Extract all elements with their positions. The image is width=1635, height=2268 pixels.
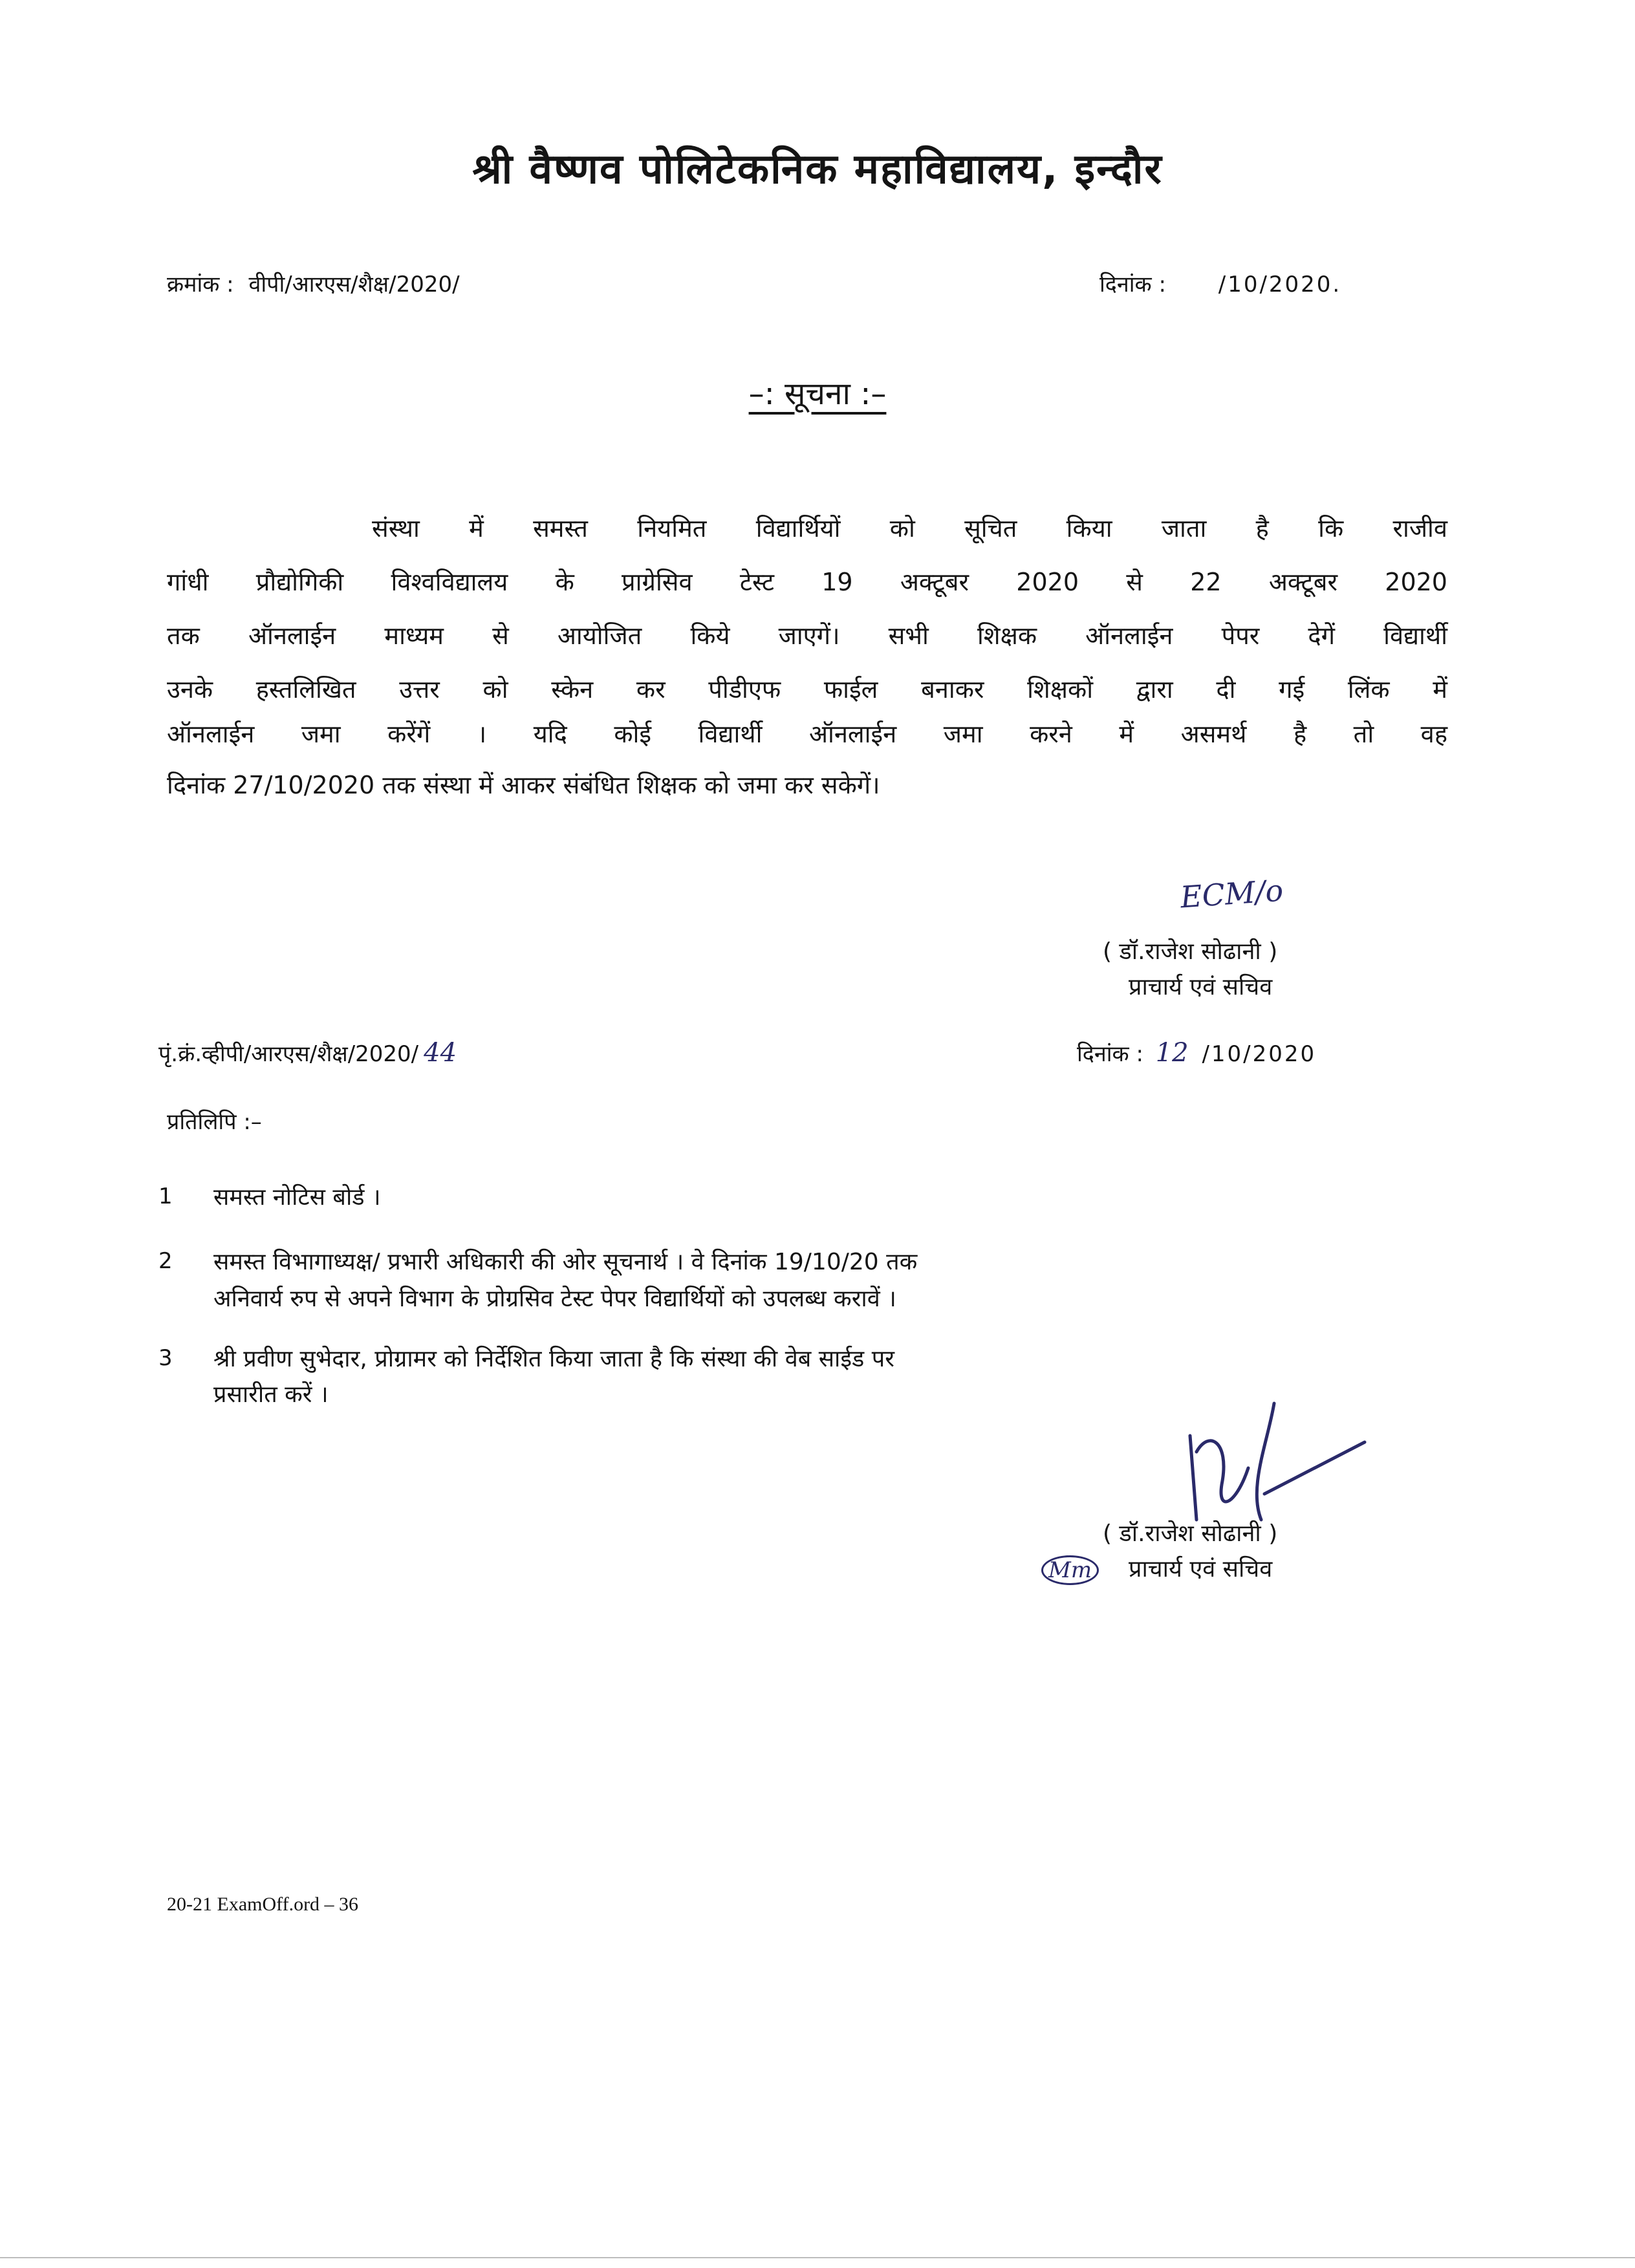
date-label: दिनांक :: [1099, 272, 1166, 297]
copy-item-text: समस्त विभागाध्यक्ष/ प्रभारी अधिकारी की ओर सूचनार्थ । वे दिनांक 19/10/20 तक: [213, 1249, 918, 1275]
signatory-name: ( डॉ.राजेश सोढानी ): [1103, 938, 1278, 965]
date-value: /10/2020.: [1218, 272, 1342, 297]
handwritten-day: 12: [1155, 1038, 1189, 1068]
copy-date-label: दिनांक :: [1077, 1041, 1143, 1067]
reference-number: [167, 268, 460, 298]
handwritten-dispatch-number: 44: [424, 1038, 457, 1068]
scan-edge-divider: [0, 2257, 1635, 2258]
notice-body-line: दिनांक 27/10/2020 तक संस्था में आकर संबंधित शिक्षक को जमा कर सकेगें।: [167, 771, 880, 799]
reference-value: वीपी/आरएस/शैक्ष/2020/: [248, 272, 460, 297]
copy-item-text: प्रसारीत करें ।: [213, 1381, 329, 1408]
signatory-designation: प्राचार्य एवं सचिव: [1129, 1556, 1273, 1582]
notice-body-line: तक ऑनलाईन माध्यम से आयोजित किये जाएगें। सभी शिक्षक ऑनलाईन पेपर देगें विद्यार्थी: [167, 621, 1447, 650]
copy-item-text: समस्त नोटिस बोर्ड ।: [213, 1184, 381, 1211]
copy-date-value: /10/2020: [1202, 1041, 1317, 1067]
copy-item-text: अनिवार्य रुप से अपने विभाग के प्रोग्रसिव टेस्ट पेपर विद्यार्थियों को उपलब्ध करावें ।: [213, 1286, 896, 1312]
copy-reference-value: पृं.क्रं.व्हीपी/आरएस/शैक्ष/2020/: [158, 1041, 419, 1067]
handwritten-signature: ECM/o: [1179, 872, 1284, 915]
reference-label: क्रमांक :: [167, 272, 234, 297]
notice-body-line: गांधी प्रौद्योगिकी विश्वविद्यालय के प्राग्रेसिव टेस्ट 19 अक्टूबर 2020 से 22 अक्टूबर 2020: [167, 568, 1447, 596]
notice-heading: –: सूचना :–: [748, 376, 887, 412]
handwritten-initials: Mm: [1041, 1555, 1099, 1585]
copy-reference: [158, 1038, 457, 1068]
copy-date: [1077, 1038, 1316, 1068]
notice-body-line: उनके हस्तलिखित उत्तर को स्केन कर पीडीएफ फाईल बनाकर शिक्षकों द्वारा दी गई लिंक में: [167, 675, 1447, 704]
signatory-name: ( डॉ.राजेश सोढानी ): [1103, 1520, 1278, 1547]
document-code: 20-21 ExamOff.ord – 36: [167, 1894, 359, 1915]
notice-body-line: ऑनलाईन जमा करेंगें । यदि कोई विद्यार्थी ऑनलाईन जमा करने में असमर्थ है तो वह: [167, 720, 1447, 748]
notice-body-line: संस्था में समस्त नियमित विद्यार्थियों को सूचित किया जाता है कि राजीव: [372, 514, 1447, 543]
copy-item-number: 2: [158, 1248, 173, 1274]
notice-date: [1099, 268, 1341, 298]
copy-label: प्रतिलिपि :–: [167, 1109, 262, 1135]
copy-item-text: श्री प्रवीण सुभेदार, प्रोग्रामर को निर्देशित किया जाता है कि संस्था की वेब साईड पर: [213, 1346, 894, 1372]
institution-title: श्री वैष्णव पोलिटेकनिक महाविद्यालय, इन्दौर: [472, 146, 1163, 193]
signatory-designation: प्राचार्य एवं सचिव: [1129, 974, 1273, 1000]
copy-item-number: 3: [158, 1345, 173, 1371]
copy-item-number: 1: [158, 1183, 173, 1209]
